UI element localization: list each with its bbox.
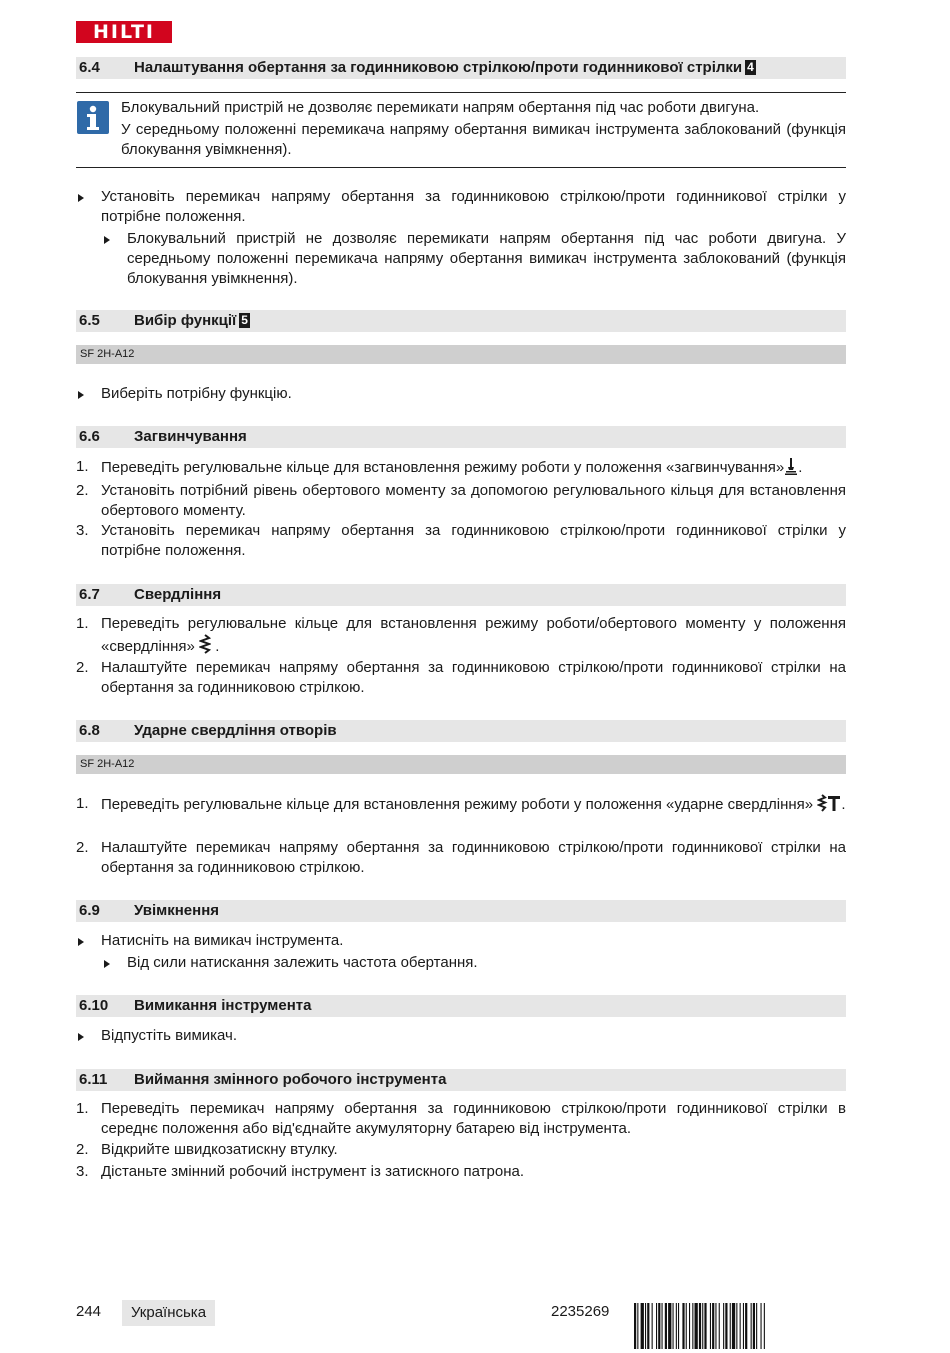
triangle-bullet-icon [78,391,84,399]
section-number: 6.10 [79,997,109,1014]
section-heading-6-9 [76,900,846,922]
note-text-2: У середньому положенні перемикача напряму обертання вимикач інструмента заблокований (функція блокування увімкнення). [121,121,846,158]
section-number: 6.7 [79,586,100,603]
section-title: Увімкнення [134,902,220,919]
instruction-step: Налаштуйте перемикач напряму обертання за годинниковою стрілкою/проти годинникової стрілки на обертання за годинниковою стрілкою. [101,839,846,876]
triangle-bullet-icon [104,960,110,968]
instruction-result: Блокувальний пристрій не дозволяє перемикати напрям обертання під час роботи двигуна. У середньому положенні перемикача напряму обертання вимикач інструмента заблокований (функція блокування увімкнення). [127,230,846,287]
info-icon [77,101,109,134]
step-number: 2. [76,482,89,499]
note-text-1: Блокувальний пристрій не дозволяє перемикати напрям обертання під час роботи двигуна. [121,99,760,116]
hammer-drilling-mode-icon [817,794,841,812]
section-heading-6-8 [76,720,846,742]
triangle-bullet-icon [78,194,84,202]
instruction-step: Натисніть на вимикач інструмента. [101,932,344,949]
section-heading-6-11 [76,1069,846,1091]
step-number: 3. [76,522,89,539]
figure-ref-badge: 4 [747,60,754,74]
section-heading-6-6 [76,426,846,448]
section-number: 6.6 [79,428,100,445]
instruction-step: Дістаньте змінний робочий інструмент із затискного патрона. [101,1163,525,1180]
step-number: 1. [76,615,89,632]
section-title: Налаштування обертання за годинниковою стрілкою/проти годинникової стрілки 4 [134,59,754,76]
section-title: Виймання змінного робочого інструмента [134,1071,447,1088]
section-heading-6-4 [76,57,846,79]
section-heading-6-7 [76,584,846,606]
model-label-bar [76,755,846,774]
section-heading-6-5 [76,310,846,332]
step-number: 3. [76,1163,89,1180]
triangle-bullet-icon [78,938,84,946]
instruction-step: Переведіть регулювальне кільце для встановлення режиму роботи у положення «ударне свердління» . [101,796,846,813]
model-label-bar [76,345,846,364]
note-top-rule [76,92,846,93]
instruction-step: Переведіть перемикач напряму обертання за годинниковою стрілкою/проти годинникової стрілки в середнє положення або від'єднайте акумуляторну батарею від інструмента. [101,1100,846,1137]
section-title: Вибір функції 5 [134,312,248,329]
note-bottom-rule [76,167,846,168]
triangle-bullet-icon [78,1033,84,1041]
barcode [634,1303,846,1349]
figure-ref-badge: 5 [241,313,248,327]
document-code: 2235269 [551,1303,610,1320]
section-title: Ударне свердління отворів [134,722,337,739]
section-number: 6.8 [79,722,100,739]
instruction-step: Відпустіть вимикач. [101,1027,238,1044]
language-tab: Українська [122,1300,215,1326]
instruction-step: Установіть перемикач напряму обертання за годинниковою стрілкою/проти годинникової стрілки у потрібне положення. [101,522,846,559]
model-label: SF 2H-A12 [80,758,135,770]
hilti-logo: HILTI [76,21,172,43]
instruction-step: Установіть потрібний рівень обертового моменту за допомогою регулювального кільця для встановлення обертового моменту. [101,482,846,519]
instruction-step: Установіть перемикач напряму обертання за годинниковою стрілкою/проти годинникової стрілки у потрібне положення. [101,188,846,225]
section-number: 6.9 [79,902,100,919]
instruction-step: Переведіть регулювальне кільце для встановлення режиму роботи/обертового моменту у положення «свердління» . [101,615,846,655]
instruction-step: Відкрийте швидкозатискну втулку. [101,1141,338,1158]
section-number: 6.5 [79,312,100,329]
step-number: 2. [76,1141,89,1158]
instruction-step: Виберіть потрібну функцію. [101,385,292,402]
step-number: 1. [76,1100,89,1117]
page-number: 244 [76,1303,102,1320]
step-number: 1. [76,795,89,812]
section-title: Вимикання інструмента [134,997,312,1014]
section-title: Свердління [134,586,222,603]
instruction-step: Налаштуйте перемикач напряму обертання за годинниковою стрілкою/проти годинникової стрілки на обертання за годинниковою стрілкою. [101,659,846,696]
step-number: 2. [76,659,89,676]
section-number: 6.11 [79,1071,108,1088]
drilling-mode-icon [199,634,211,654]
instruction-step: Переведіть регулювальне кільце для встановлення режиму роботи у положення «загвинчування» . [101,459,803,476]
section-number: 6.4 [79,59,100,76]
section-heading-6-10 [76,995,846,1017]
section-title: Загвинчування [134,428,247,445]
screwdriving-mode-icon [784,457,798,475]
model-label: SF 2H-A12 [80,348,135,360]
step-number: 1. [76,458,89,475]
step-number: 2. [76,839,89,856]
instruction-result: Від сили натискання залежить частота обертання. [127,954,478,971]
triangle-bullet-icon [104,236,110,244]
